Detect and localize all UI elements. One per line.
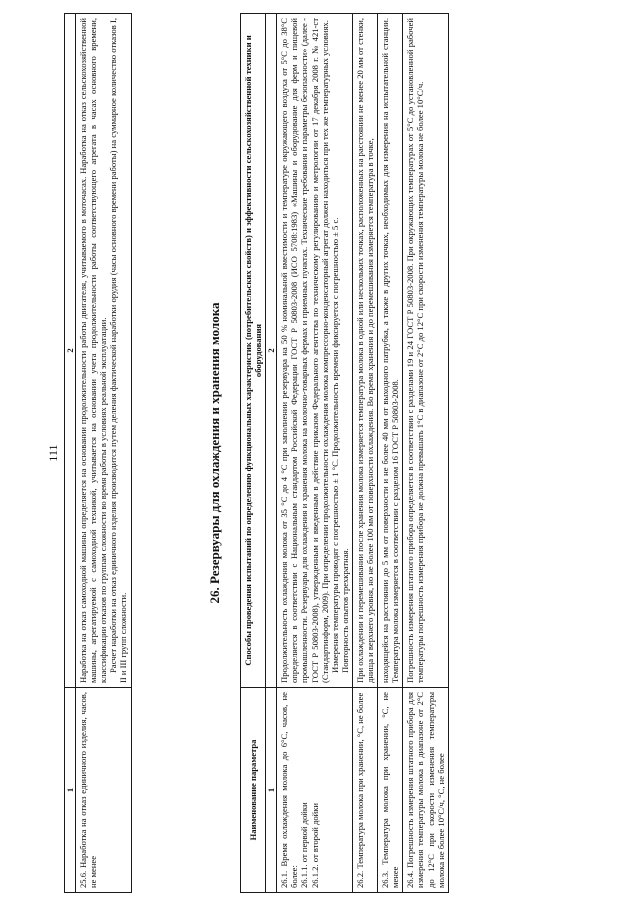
page-number: 111	[46, 444, 60, 462]
table-row	[277, 14, 353, 893]
column-header: Способы проведения испытаний по определению функциональных характеристик (потребительских свойств) и эффективности сельскохозяйственной техники и оборудования	[241, 14, 266, 688]
column-number-row	[65, 14, 76, 893]
parameter-name: 25.6. Наработка на отказ единичного изделия, часов, не менее	[76, 688, 131, 893]
table-row	[352, 14, 377, 893]
column-number: 2	[65, 14, 76, 688]
parameter-name: 26.4. Погрешность измерения штатного прибора для измерения температуры молока в диапазоне от 2°С до 12°С при скорости изменения температуры молока не более 10°С/ч, °С, не более	[403, 688, 448, 893]
parameter-name: 26.2. Температура молока при хранении, °С, не более	[352, 688, 377, 893]
paragraph: Измерения температуры проводят с погрешностью ± 1 °С. Продолжительность времени фиксируется с погрешностью ± 5 с.	[329, 217, 340, 673]
parameter-name	[277, 688, 353, 893]
test-method	[76, 14, 131, 688]
table-row	[76, 14, 131, 893]
parameter-line: 26.1. Время охлаждения молока до 6°С, часов, не более:	[279, 692, 300, 888]
header-row	[241, 14, 266, 893]
top-table	[64, 13, 132, 893]
column-number: 2	[266, 14, 277, 688]
paragraph: Расчет наработки на отказ единичного изделия производится путем деления фактической наработки орудия (часы основного времени работы) на суммарное количество отказов I, II и III групп сложности.	[108, 18, 129, 683]
paragraph: Наработка на отказ самоходной машины определяется на основании продолжительности работы двигателя, учитываемого в моточасах. Наработка на отказ сельскохозяйственной машины, агрегатируемой с самоходной техникой, учитывается на основании учета продолжительности работы соответствующего агрегата в часах основного времени, классификации отказов по группам сложности во время работы в условиях реальной эксплуатации.	[78, 18, 109, 683]
test-method: Погрешность измерения штатного прибора определяется в соответствии с разделами 19 и 24 ГОСТ Р 50803-2008. При окружающих температурах от 5°С до установленной рабочей температуры погрешность измерения прибора не должна превышать 1°С в диапазоне от 2°С до 12°С при скорости изменения температуры молока не более 10°С/ч.	[403, 14, 448, 688]
rotated-document	[40, 13, 600, 893]
test-method: находящейся на расстоянии до 5 мм от поверхности и не более 40 мм от выходного патрубка, а также в других точках, необходимых для измерения на испытательной станции. Температура молока измеряется в соответствии с разделом 16 ГОСТ Р 50803-2008.	[378, 14, 403, 688]
column-number: 1	[65, 688, 76, 893]
paragraph: Повторность опытов трехкратная.	[339, 548, 350, 673]
parameter-name: 26.3. Температура молока при хранении, °С, не менее	[378, 688, 403, 893]
parameter-line: 26.1.2. от второй дойки	[309, 802, 320, 888]
test-method	[277, 14, 353, 688]
table-row	[378, 14, 403, 893]
main-table	[240, 13, 449, 893]
column-header: Наименование параметра	[241, 688, 266, 893]
test-method: При охлаждении и перемешивании после хранения молока измеряется температура молока в одной или нескольких точках, расположенных на расстоянии не менее 20 мм от стенки, днища и верхнего уровня, но не более 100 мм от поверхности охлаждения. Во время хранения и до перемешивания измеряется температура в точке,	[352, 14, 377, 688]
paragraph: Продолжительность охлаждения молока от 35 °С до 4 °С при заполнении резервуара на 50 % номинальной вместимости и температуре окружающего воздуха от 5°С до 38°С определяется в соответствии с Национальным стандартом Российской Федерации ГОСТ Р 50803-2008 (ИСО 5708:1983) «Машины и оборудование для ферм и пищевой промышленности. Резервуары для охлаждения и хранения молока на молочно-товарных фермах и приемных пунктах. Технические требования и параметры безопасности» (далее - ГОСТ Р 50803-2008), утвержденным и введенным в действие приказом Федерального агентства по техническому регулированию и метрологии от 17 декабря 2008 г. № 421-ст (Стандартинформ, 2009). При определении продолжительности охлаждения молока компрессорно-конденсаторный агрегат должен находиться при тех же температурных условиях.	[279, 18, 330, 683]
column-number: 1	[266, 688, 277, 893]
table-row	[403, 14, 448, 893]
parameter-line: 26.1.1. от первой дойки	[299, 802, 310, 888]
column-number-row	[266, 14, 277, 893]
section-title: 26. Резервуары для охлаждения и хранения молока	[207, 302, 222, 604]
